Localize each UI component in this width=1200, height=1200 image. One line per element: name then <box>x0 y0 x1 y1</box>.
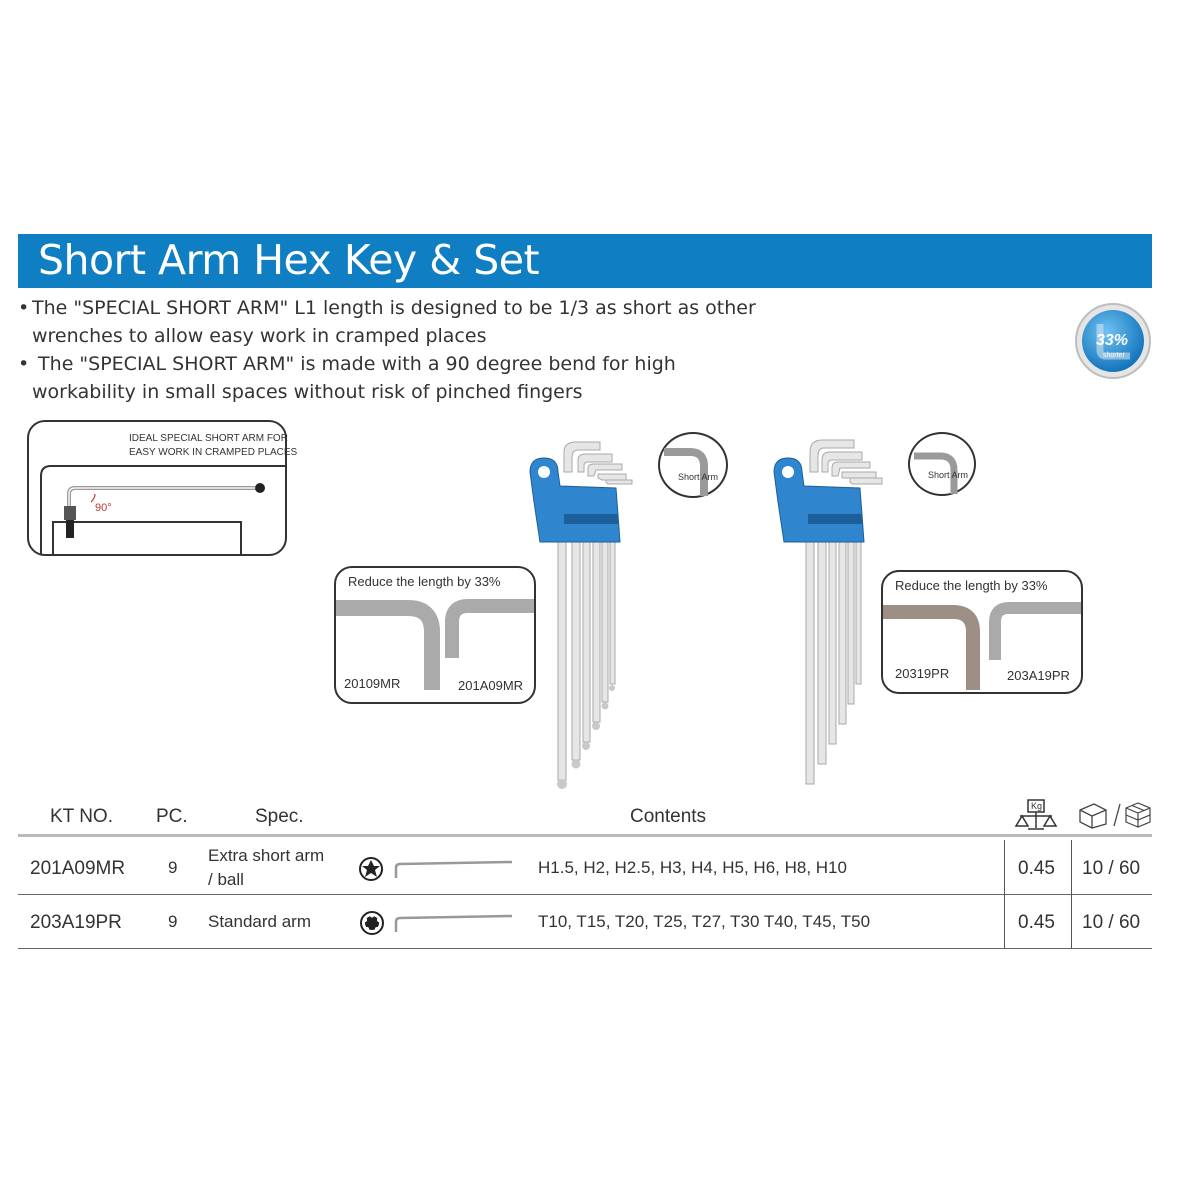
header-spec: Spec. <box>255 806 304 827</box>
diagram-caption <box>129 432 297 460</box>
box-carton-icon <box>1076 800 1152 830</box>
row1-pc: 9 <box>168 858 178 877</box>
badge-word: shorter <box>1103 352 1125 359</box>
diagram-caption-line2: EASY WORK IN CRAMPED PLACES <box>129 447 298 458</box>
torx-compare-title: Reduce the length by 33% <box>895 578 1048 593</box>
row1-spec-line1: Extra short arm <box>208 846 325 865</box>
torx-compare-left-code: 20319PR <box>895 666 950 681</box>
row2-weight: 0.45 <box>1018 912 1055 933</box>
table-bottom-border <box>18 948 1152 949</box>
column-separator <box>1004 840 1005 948</box>
header-contents: Contents <box>630 806 707 827</box>
hex-compare-title: Reduce the length by 33% <box>348 574 501 589</box>
page-title: Short Arm Hex Key & Set <box>38 236 540 284</box>
hex-zoom-label: Short Arm <box>678 472 719 482</box>
zoom-bend-drawing <box>660 434 726 496</box>
short-arm-diagram <box>27 420 298 556</box>
hex-compare-callout <box>334 566 536 704</box>
header-kt-no: KT NO. <box>50 806 113 827</box>
diagram-caption-line1: IDEAL SPECIAL SHORT ARM FOR <box>129 433 288 444</box>
header-pc: PC. <box>156 806 188 827</box>
zoom-bend-drawing <box>910 434 974 494</box>
badge-percent: 33% <box>1096 332 1129 349</box>
angle-label: 90° <box>95 502 112 514</box>
row1-key-sketch <box>392 858 516 880</box>
hex-compare-right-code: 201A09MR <box>458 678 524 693</box>
hex-compare-left-code: 20109MR <box>344 676 401 691</box>
row1-kt-no: 201A09MR <box>30 858 126 879</box>
feature-bullet-1-line1: • The "SPECIAL SHORT ARM" L1 length is designed to be 1/3 as short as other <box>18 297 756 319</box>
row2-pc: 9 <box>168 912 178 931</box>
row1-spec-line2: / ball <box>208 870 244 889</box>
shorter-badge <box>1074 302 1152 380</box>
weight-unit-label: Kg <box>1031 801 1043 811</box>
header-divider <box>18 834 1152 837</box>
hex-key-set-image <box>520 432 660 792</box>
hex-ball-tip-icon <box>358 856 384 882</box>
torx-zoom-label: Short Arm <box>928 470 969 480</box>
row1-contents: H1.5, H2, H2.5, H3, H4, H5, H6, H8, H10 <box>538 858 847 877</box>
row-divider <box>18 894 1152 895</box>
row1-packing: 10 / 60 <box>1082 858 1141 879</box>
row2-key-sketch <box>392 912 516 934</box>
torx-tip-icon <box>359 910 385 936</box>
feature-bullet-2-line2: workability in small spaces without risk of pinched fingers <box>32 381 583 403</box>
torx-compare-callout <box>881 570 1083 694</box>
feature-bullet-1-line2: wrenches to allow easy work in cramped places <box>32 325 487 347</box>
column-separator <box>1071 840 1072 948</box>
row2-spec-line1: Standard arm <box>208 912 311 931</box>
scale-kg-icon <box>1014 798 1058 832</box>
row2-packing: 10 / 60 <box>1082 912 1141 933</box>
torx-zoom-circle <box>908 432 976 496</box>
row2-contents: T10, T15, T20, T25, T27, T30 T40, T45, T50 <box>538 912 871 931</box>
hex-zoom-circle <box>658 432 728 498</box>
feature-bullet-2-line1: • The "SPECIAL SHORT ARM" is made with a 90 degree bend for high <box>18 353 676 375</box>
torx-compare-right-code: 203A19PR <box>1007 668 1070 683</box>
row1-weight: 0.45 <box>1018 858 1055 879</box>
row2-kt-no: 203A19PR <box>30 912 122 933</box>
